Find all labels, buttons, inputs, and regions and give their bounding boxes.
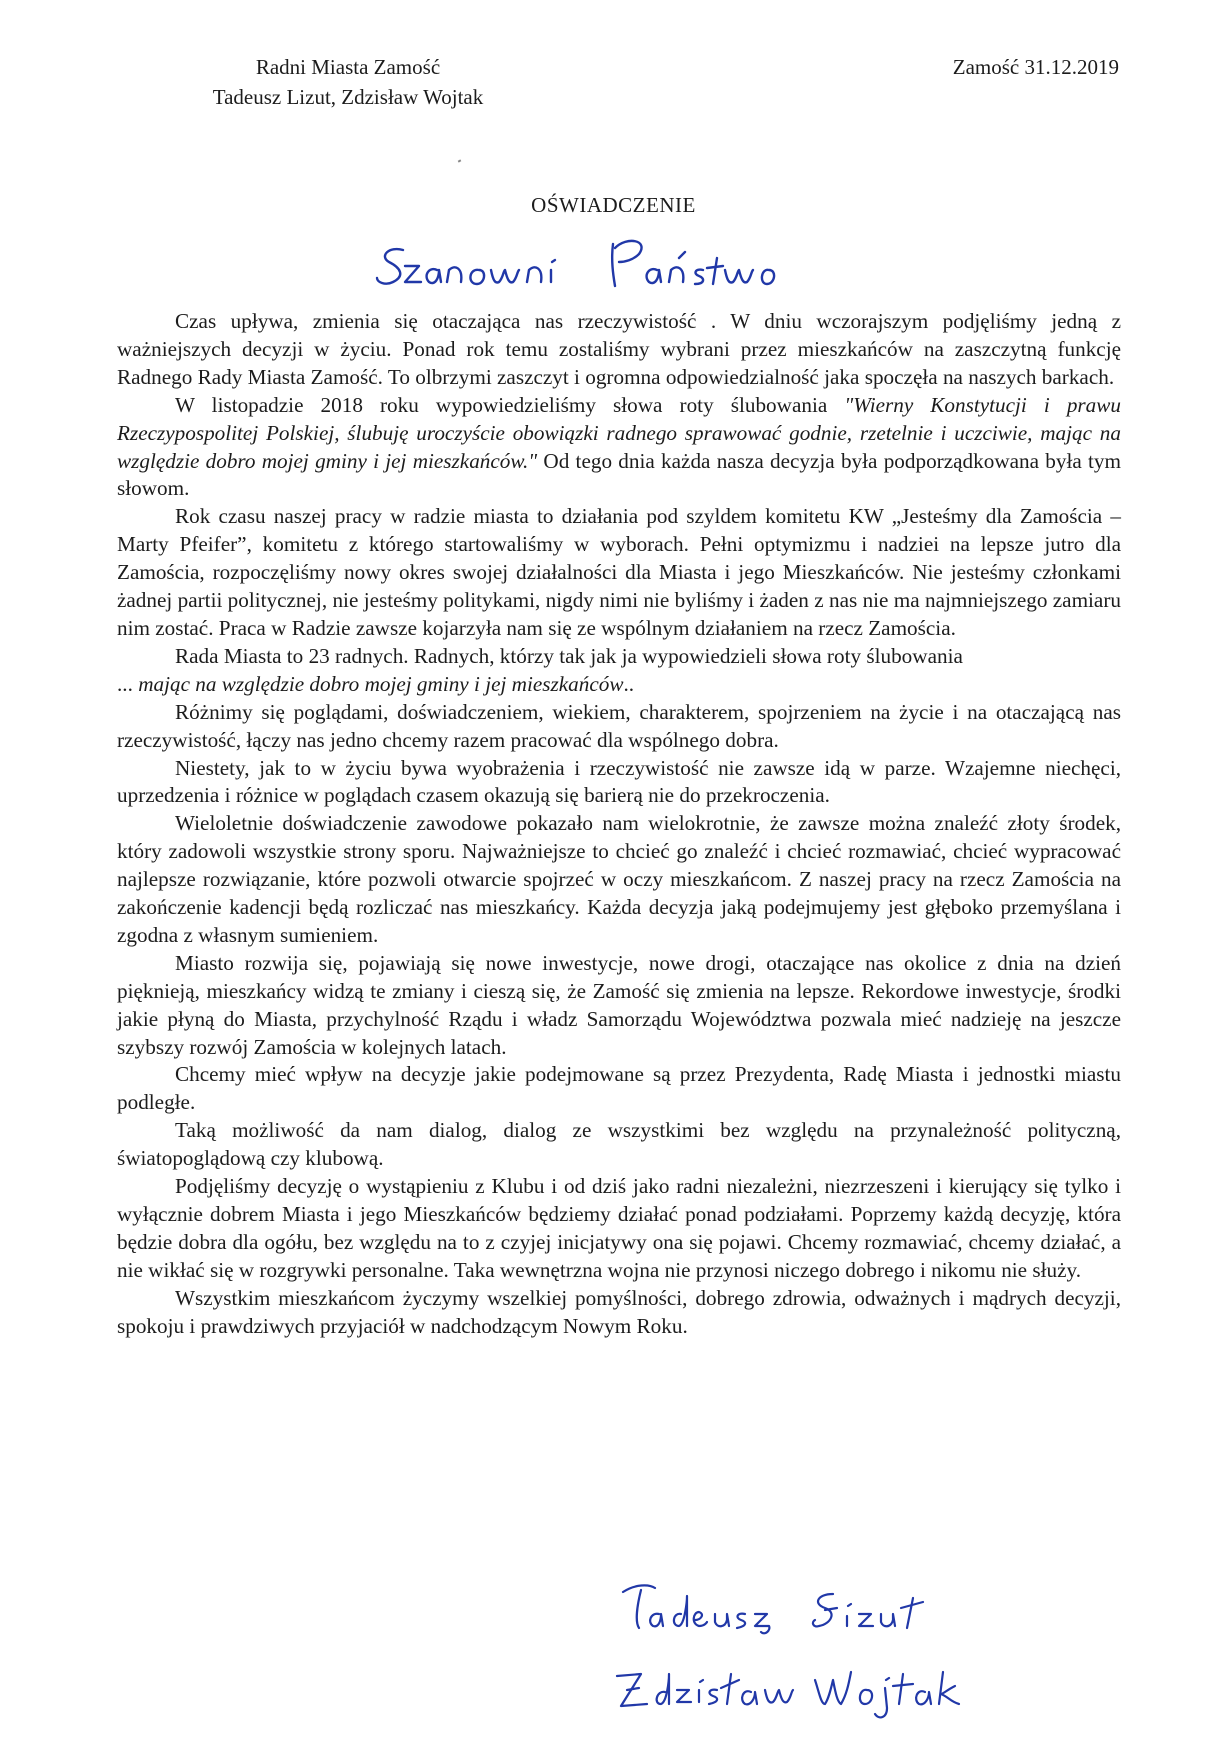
handwritten-signatures-image xyxy=(615,1580,1035,1730)
handwritten-salutation xyxy=(375,230,795,305)
paragraph-2-intro: W listopadzie 2018 roku wypowiedzieliśmy słowa roty ślubowania xyxy=(175,392,845,417)
signatures-block xyxy=(615,1580,1035,1735)
place-and-date: Zamość 31.12.2019 xyxy=(952,55,1119,79)
sender-block xyxy=(118,52,578,112)
oath-quote: "Wierny Konstytucji i prawu Rzeczypospolitej Polskiej, ślubuję uroczyście obowiązki radnego sprawować godnie, rzetelnie i uczciwie, mając na względzie dobro mojej gminy i jej mieszkańców." xyxy=(117,392,1121,473)
paragraph-2-outro: Od tego dnia każda nasza decyzja była podporządkowana była tym słowom. xyxy=(117,448,1121,501)
paragraph-4: Rada Miasta to 23 radnych. Radnych, którzy tak jak ja wypowiedzieli słowa roty ślubowania xyxy=(175,643,963,668)
paragraph-1: Czas upływa, zmienia się otaczająca nas rzeczywistość . W dniu wczorajszym podjęliśmy jedną z ważniejszych decyzji w życiu. Ponad rok temu zostaliśmy wybrani przez mieszkańców na zaszczytną funkcję Radnego Rady Miasta Zamość. To olbrzymi zaszczyt i ogromna odpowiedzialność jaka spoczęła na naszych barkach. xyxy=(117,309,1121,389)
paragraph-4-continued xyxy=(117,671,1121,699)
ellipsis-lead: ... xyxy=(117,671,139,696)
document-title: OŚWIADCZENIE xyxy=(531,193,696,217)
paragraph-2 xyxy=(117,392,1121,504)
paragraph-12: Wszystkim mieszkańcom życzymy wszelkiej pomyślności, dobrego zdrowia, odważnych i mądrych decyzji, spokoju i prawdziwych przyjaciół w nadchodzącym Nowym Roku. xyxy=(117,1285,1121,1338)
paragraph-6: Niestety, jak to w życiu bywa wyobrażenia i rzeczywistość nie zawsze idą w parze. Wzajemne niechęci, uprzedzenia i różnice w poglądach czasem okazują się barierą nie do przekroczenia. xyxy=(117,755,1121,808)
paragraph-9: Chcemy mieć wpływ na decyzje jakie podejmowane są przez Prezydenta, Radę Miasta i jednostki miastu podległe. xyxy=(117,1062,1121,1115)
paragraph-3: Rok czasu naszej pracy w radzie miasta to działania pod szyldem komitetu KW „Jesteśmy dla Zamościa – Marty Pfeifer”, komitetu z którego startowaliśmy w wyborach. Pełni optymizmu i nadziei na lepsze jutro dla Zamościa, rozpoczęliśmy nowy okres swojej działalności dla Miasta i jego Mieszkańców. Nie jesteśmy członkami żadnej partii politycznej, nie jesteśmy politykami, nigdy nimi nie byliśmy i żaden z nas nie ma najmniejszego zamiaru nim zostać. Praca w Radzie zawsze kojarzyła nam się ze wspólnym działaniem na rzecz Zamościa. xyxy=(117,504,1121,640)
scan-speck xyxy=(458,159,462,162)
sender-names: Tadeusz Lizut, Zdzisław Wojtak xyxy=(212,85,484,109)
paragraph-11: Podjęliśmy decyzję o wystąpieniu z Klubu i od dziś jako radni niezależni, niezrzeszeni i kierujący się tylko i wyłącznie dobrem Miasta i jego Mieszkańców będziemy działać ponad podziałami. Poprzemy każdą decyzję, która będzie dobra dla ogółu, bez względu na to z czyjej inicjatywy ona się pojawi. Chcemy rozmawiać, chcemy działać, a nie wikłać się w rozgrywki personalne. Taka wewnętrzna wojna nie przynosi niczego dobrego i nikomu nie służy. xyxy=(117,1174,1121,1282)
paragraph-5: Różnimy się poglądami, doświadczeniem, wiekiem, charakterem, spojrzeniem na życie i na otaczającą nas rzeczywistość, łączy nas jedno chcemy razem pracować dla wspólnego dobra. xyxy=(117,699,1121,752)
sender-institution: Radni Miasta Zamość xyxy=(255,55,441,79)
salutation-handwriting-image xyxy=(375,230,795,300)
ellipsis-tail: .. xyxy=(623,671,635,696)
oath-fragment-quote: mając na względzie dobro mojej gminy i jej mieszkańców xyxy=(138,671,624,696)
paragraph-8: Miasto rozwija się, pojawiają się nowe inwestycje, nowe drogi, otaczające nas okolice z dnia na dzień pięknieją, mieszkańcy widzą te zmiany i cieszą się, że Zamość się zmienia na lepsze. Rekordowe inwestycje, środki jakie płyną do Miasta, przychylność Rządu i władz Samorządu Województwa pozwala mieć nadzieję na jeszcze szybszy rozwój Zamościa w kolejnych latach. xyxy=(117,950,1121,1059)
paragraph-7: Wieloletnie doświadczenie zawodowe pokazało nam wielokrotnie, że zawsze można znaleźć złoty środek, który zadowoli wszystkie strony sporu. Najważniejsze to chcieć go znaleźć i chcieć rozmawiać, chcieć wypracować najlepsze rozwiązanie, które pozwoli otwarcie spojrzeć w oczy mieszkańcom. Z naszej pracy na rzecz Zamościa na zakończenie kadencji będą rozliczać nas mieszkańcy. Każda decyzja jaką podejmujemy jest głęboko przemyślana i zgodna z własnym sumieniem. xyxy=(117,811,1121,947)
paragraph-10: Taką możliwość da nam dialog, dialog ze wszystkimi bez względu na przynależność polityczną, światopoglądową czy klubową. xyxy=(117,1118,1121,1171)
letter-body xyxy=(117,308,1121,1341)
